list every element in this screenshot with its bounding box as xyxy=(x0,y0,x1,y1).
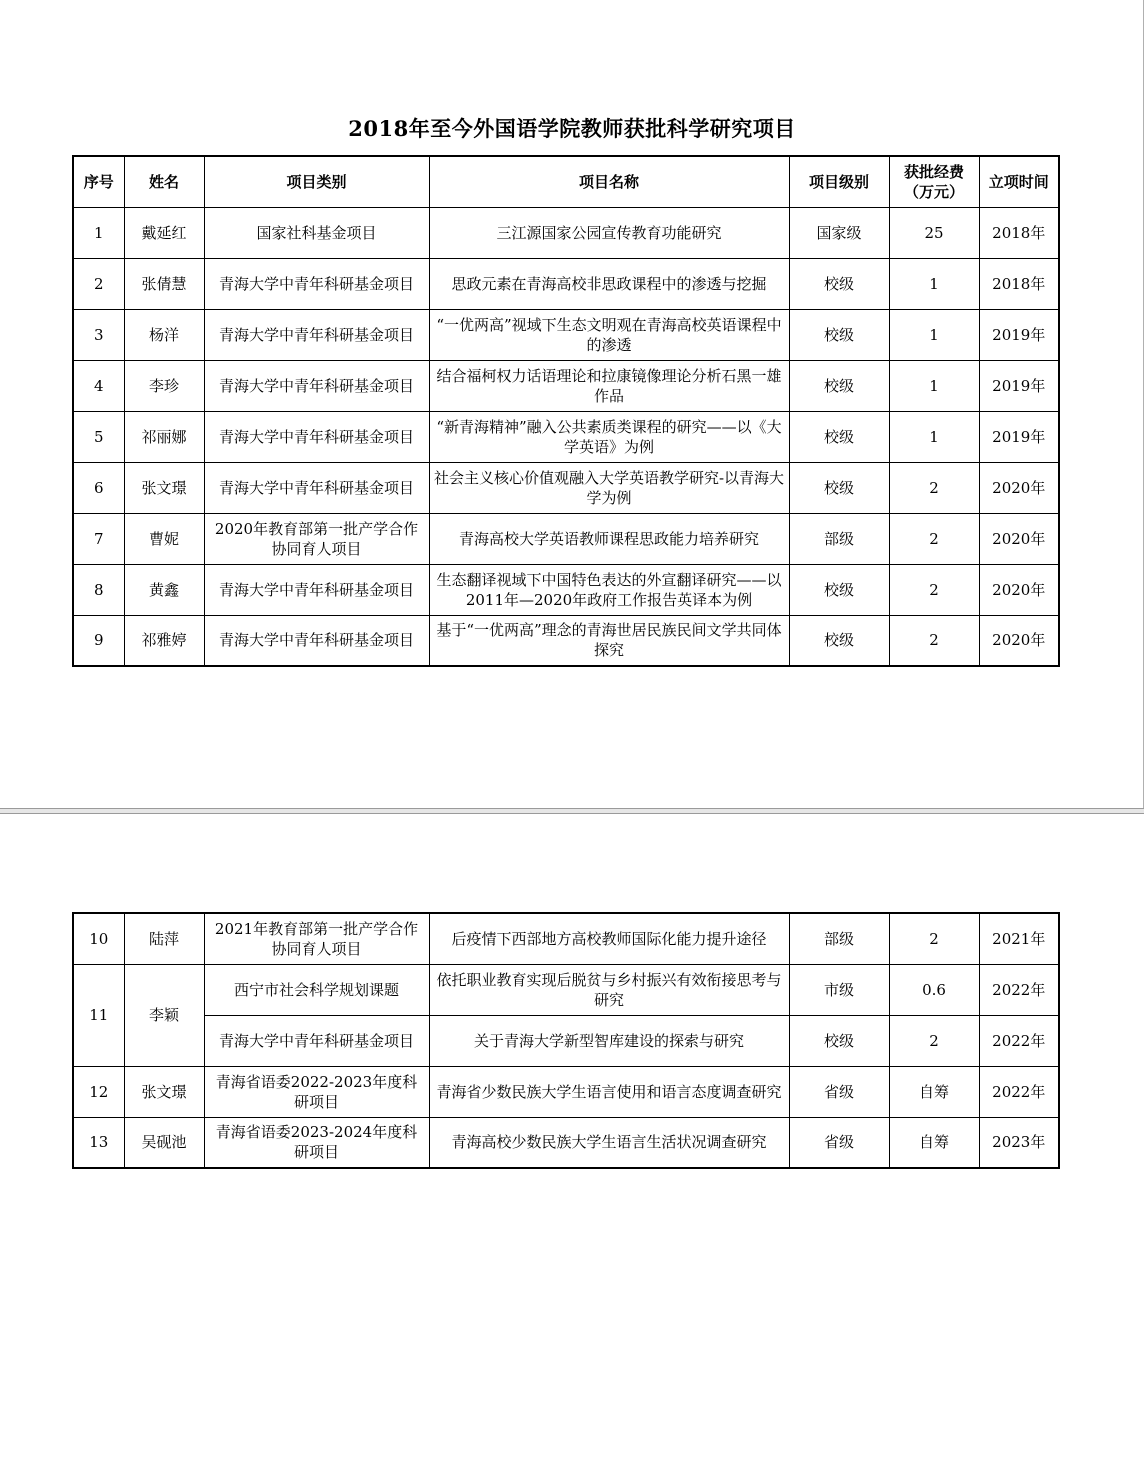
cell-project: 三江源国家公园宣传教育功能研究 xyxy=(429,207,789,258)
cell-category: 青海大学中青年科研基金项目 xyxy=(204,564,429,615)
table-row xyxy=(73,360,1059,411)
cell-level: 国家级 xyxy=(789,207,889,258)
document-title: 2018年至今外国语学院教师获批科学研究项目 xyxy=(348,116,796,141)
cell-level: 校级 xyxy=(789,411,889,462)
cell-funding: 2 xyxy=(889,913,979,964)
cell-project: “一优两高”视域下生态文明观在青海高校英语课程中的渗透 xyxy=(429,309,789,360)
cell-category: 青海省语委2023-2024年度科研项目 xyxy=(204,1117,429,1168)
cell-category: 青海大学中青年科研基金项目 xyxy=(204,411,429,462)
cell-category: 青海大学中青年科研基金项目 xyxy=(204,1015,429,1066)
cell-level: 校级 xyxy=(789,462,889,513)
cell-funding: 1 xyxy=(889,360,979,411)
cell-name: 陆萍 xyxy=(124,913,204,964)
cell-funding: 25 xyxy=(889,207,979,258)
cell-category: 青海省语委2022-2023年度科研项目 xyxy=(204,1066,429,1117)
cell-no: 10 xyxy=(73,913,124,964)
table-row xyxy=(73,1015,1059,1066)
cell-no: 3 xyxy=(73,309,124,360)
cell-funding: 自筹 xyxy=(889,1066,979,1117)
header-year: 立项时间 xyxy=(979,156,1059,207)
table-header-row xyxy=(73,156,1059,207)
cell-no: 8 xyxy=(73,564,124,615)
cell-level: 省级 xyxy=(789,1117,889,1168)
cell-category: 国家社科基金项目 xyxy=(204,207,429,258)
cell-project: 后疫情下西部地方高校教师国际化能力提升途径 xyxy=(429,913,789,964)
cell-year: 2022年 xyxy=(979,1066,1059,1117)
cell-no: 11 xyxy=(73,964,124,1066)
cell-name: 吴砚池 xyxy=(124,1117,204,1168)
table-row xyxy=(73,1066,1059,1117)
cell-name: 曹妮 xyxy=(124,513,204,564)
cell-category: 青海大学中青年科研基金项目 xyxy=(204,309,429,360)
cell-funding: 2 xyxy=(889,513,979,564)
table-row xyxy=(73,462,1059,513)
cell-project: 社会主义核心价值观融入大学英语教学研究-以青海大学为例 xyxy=(429,462,789,513)
cell-year: 2020年 xyxy=(979,564,1059,615)
cell-year: 2019年 xyxy=(979,411,1059,462)
cell-year: 2021年 xyxy=(979,913,1059,964)
cell-project: 青海高校少数民族大学生语言生活状况调查研究 xyxy=(429,1117,789,1168)
cell-year: 2020年 xyxy=(979,615,1059,666)
cell-project: 结合福柯权力话语理论和拉康镜像理论分析石黑一雄作品 xyxy=(429,360,789,411)
cell-level: 部级 xyxy=(789,513,889,564)
cell-name: 黄鑫 xyxy=(124,564,204,615)
projects-table-page-2 xyxy=(72,912,1060,1169)
table-row xyxy=(73,411,1059,462)
cell-funding: 自筹 xyxy=(889,1117,979,1168)
header-name: 姓名 xyxy=(124,156,204,207)
cell-year: 2022年 xyxy=(979,964,1059,1015)
cell-no: 7 xyxy=(73,513,124,564)
cell-category: 青海大学中青年科研基金项目 xyxy=(204,360,429,411)
cell-project: 思政元素在青海高校非思政课程中的渗透与挖掘 xyxy=(429,258,789,309)
cell-no: 2 xyxy=(73,258,124,309)
cell-project: 生态翻译视域下中国特色表达的外宣翻译研究——以2011年—2020年政府工作报告英译本为例 xyxy=(429,564,789,615)
cell-level: 校级 xyxy=(789,309,889,360)
table-row xyxy=(73,564,1059,615)
table-row xyxy=(73,1117,1059,1168)
cell-no: 1 xyxy=(73,207,124,258)
cell-name: 祁雅婷 xyxy=(124,615,204,666)
cell-category: 青海大学中青年科研基金项目 xyxy=(204,615,429,666)
cell-name: 张文璟 xyxy=(124,1066,204,1117)
cell-project: 基于“一优两高”理念的青海世居民族民间文学共同体探究 xyxy=(429,615,789,666)
cell-level: 省级 xyxy=(789,1066,889,1117)
cell-project: 依托职业教育实现后脱贫与乡村振兴有效衔接思考与研究 xyxy=(429,964,789,1015)
cell-level: 校级 xyxy=(789,615,889,666)
cell-funding: 2 xyxy=(889,615,979,666)
header-project: 项目名称 xyxy=(429,156,789,207)
cell-name: 李珍 xyxy=(124,360,204,411)
header-funding: 获批经费（万元） xyxy=(889,156,979,207)
cell-no: 6 xyxy=(73,462,124,513)
cell-category: 青海大学中青年科研基金项目 xyxy=(204,258,429,309)
cell-category: 青海大学中青年科研基金项目 xyxy=(204,462,429,513)
cell-name: 李颖 xyxy=(124,964,204,1066)
table-row xyxy=(73,913,1059,964)
cell-name: 戴延红 xyxy=(124,207,204,258)
cell-level: 校级 xyxy=(789,564,889,615)
cell-level: 校级 xyxy=(789,258,889,309)
cell-project: “新青海精神”融入公共素质类课程的研究——以《大学英语》为例 xyxy=(429,411,789,462)
cell-funding: 1 xyxy=(889,309,979,360)
cell-funding: 1 xyxy=(889,258,979,309)
cell-project: 青海省少数民族大学生语言使用和语言态度调查研究 xyxy=(429,1066,789,1117)
table-body xyxy=(73,207,1059,666)
header-no: 序号 xyxy=(73,156,124,207)
cell-funding: 0.6 xyxy=(889,964,979,1015)
cell-year: 2019年 xyxy=(979,360,1059,411)
cell-funding: 2 xyxy=(889,1015,979,1066)
cell-funding: 2 xyxy=(889,462,979,513)
projects-table-page-1 xyxy=(72,155,1060,667)
cell-name: 张文璟 xyxy=(124,462,204,513)
cell-no: 12 xyxy=(73,1066,124,1117)
table-row xyxy=(73,258,1059,309)
cell-no: 4 xyxy=(73,360,124,411)
cell-level: 部级 xyxy=(789,913,889,964)
table-row xyxy=(73,207,1059,258)
cell-no: 13 xyxy=(73,1117,124,1168)
cell-year: 2020年 xyxy=(979,513,1059,564)
header-category: 项目类别 xyxy=(204,156,429,207)
cell-level: 校级 xyxy=(789,360,889,411)
table-row xyxy=(73,615,1059,666)
cell-category: 西宁市社会科学规划课题 xyxy=(204,964,429,1015)
cell-category: 2020年教育部第一批产学合作协同育人项目 xyxy=(204,513,429,564)
document-page-2 xyxy=(0,814,1144,1468)
cell-level: 校级 xyxy=(789,1015,889,1066)
cell-funding: 2 xyxy=(889,564,979,615)
cell-year: 2018年 xyxy=(979,258,1059,309)
cell-funding: 1 xyxy=(889,411,979,462)
cell-name: 杨洋 xyxy=(124,309,204,360)
table-row xyxy=(73,513,1059,564)
cell-no: 9 xyxy=(73,615,124,666)
header-level: 项目级别 xyxy=(789,156,889,207)
table-row xyxy=(73,964,1059,1015)
cell-project: 关于青海大学新型智库建设的探索与研究 xyxy=(429,1015,789,1066)
table-row xyxy=(73,309,1059,360)
cell-year: 2019年 xyxy=(979,309,1059,360)
cell-year: 2020年 xyxy=(979,462,1059,513)
cell-name: 祁丽娜 xyxy=(124,411,204,462)
cell-year: 2022年 xyxy=(979,1015,1059,1066)
cell-year: 2023年 xyxy=(979,1117,1059,1168)
cell-name: 张倩慧 xyxy=(124,258,204,309)
cell-level: 市级 xyxy=(789,964,889,1015)
cell-project: 青海高校大学英语教师课程思政能力培养研究 xyxy=(429,513,789,564)
cell-category: 2021年教育部第一批产学合作协同育人项目 xyxy=(204,913,429,964)
cell-year: 2018年 xyxy=(979,207,1059,258)
cell-no: 5 xyxy=(73,411,124,462)
